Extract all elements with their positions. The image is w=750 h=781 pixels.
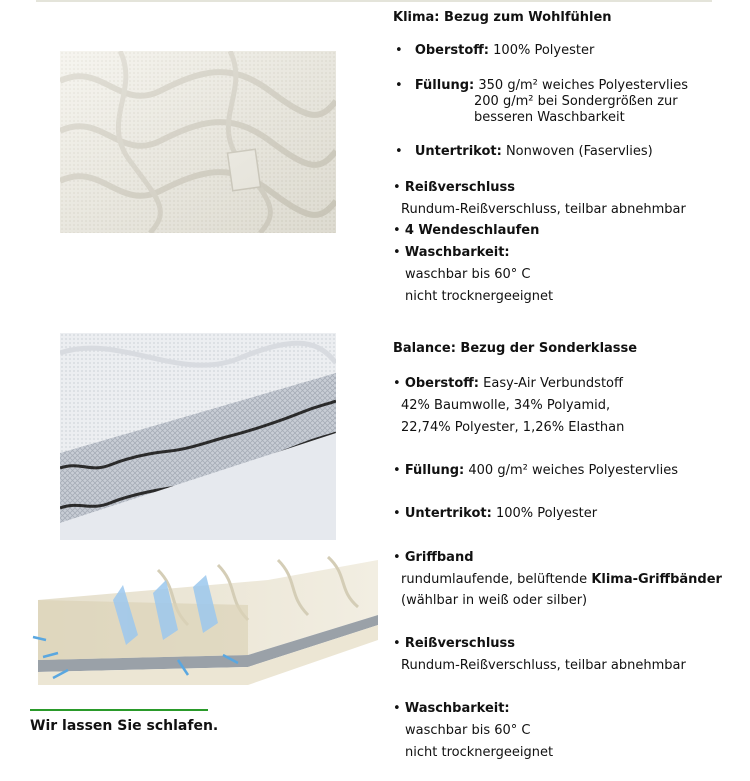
- klima-wasch: [393, 244, 510, 261]
- klima-wasch-label: Waschbarkeit:: [404, 245, 510, 260]
- bullet: •: [393, 701, 401, 716]
- balance-reiss-value: Rundum-Reißverschluss, teilbar abnehmbar: [401, 658, 686, 673]
- balance-griff-line1: [401, 571, 722, 588]
- balance-oberstoff-value: Easy-Air Verbundstoff: [483, 376, 623, 391]
- balance-griff-line1-bold: Klima-Griffbänder: [591, 572, 722, 587]
- bullet: •: [393, 245, 401, 260]
- klima-untertrikot: [395, 143, 653, 160]
- balance-fuellung: [393, 462, 678, 479]
- balance-oberstoff-line3: 22,74% Polyester, 1,26% Elasthan: [401, 420, 625, 435]
- klima-heading: Klima: Bezug zum Wohlfühlen: [393, 10, 612, 25]
- balance-reiss: [393, 635, 515, 652]
- bullet: •: [393, 376, 401, 391]
- balance-wasch-line2: nicht trocknergeeignet: [405, 745, 554, 760]
- bullet: •: [393, 550, 401, 565]
- balance-reiss-label: Reißverschluss: [404, 636, 516, 651]
- klima-untertrikot-label: Untertrikot:: [414, 144, 502, 159]
- bullet: •: [393, 463, 401, 478]
- klima-wende-label: 4 Wendeschlaufen: [404, 223, 540, 238]
- balance-fuellung-value: 400 g/m² weiches Polyestervlies: [468, 463, 679, 478]
- tagline: Wir lassen Sie schlafen.: [30, 718, 219, 734]
- klima-fuellung-line3: besseren Waschbarkeit: [474, 110, 625, 125]
- bullet: •: [393, 223, 401, 238]
- bullet: •: [395, 144, 403, 159]
- klima-wasch-line2: nicht trocknergeeignet: [405, 289, 554, 304]
- mattress-airflow-illustration: [28, 545, 384, 695]
- top-divider: [36, 0, 712, 2]
- klima-reiss-value: Rundum-Reißverschluss, teilbar abnehmbar: [401, 202, 686, 217]
- balance-untertrikot-value: 100% Polyester: [495, 506, 598, 521]
- balance-heading: Balance: Bezug der Sonderklasse: [393, 341, 638, 356]
- klima-untertrikot-value: Nonwoven (Faservlies): [505, 144, 653, 159]
- klima-cover-photo: [60, 51, 336, 233]
- klima-fuellung-line1: 350 g/m² weiches Polyestervlies: [478, 78, 689, 93]
- klima-reiss-label: Reißverschluss: [404, 180, 516, 195]
- balance-griff-line1-prefix: rundumlaufende, belüftende: [401, 572, 588, 587]
- balance-fuellung-label: Füllung:: [404, 463, 465, 478]
- balance-oberstoff-line2: 42% Baumwolle, 34% Polyamid,: [401, 398, 611, 413]
- klima-fuellung-line2: 200 g/m² bei Sondergrößen zur: [474, 94, 678, 109]
- balance-oberstoff-label: Oberstoff:: [404, 376, 480, 391]
- balance-griff-label: Griffband: [404, 550, 474, 565]
- balance-untertrikot: [393, 505, 597, 522]
- klima-oberstoff-label: Oberstoff:: [414, 43, 490, 58]
- klima-fuellung-label: Füllung:: [414, 78, 475, 93]
- klima-fuellung: [395, 77, 688, 94]
- bullet: •: [393, 180, 401, 195]
- klima-reiss: [393, 179, 515, 196]
- balance-untertrikot-label: Untertrikot:: [404, 506, 492, 521]
- klima-oberstoff: [395, 42, 594, 59]
- klima-wasch-line1: waschbar bis 60° C: [405, 267, 531, 282]
- balance-cover-photo: [60, 333, 336, 540]
- balance-wasch-label: Waschbarkeit:: [404, 701, 510, 716]
- balance-griff-line2: (wählbar in weiß oder silber): [401, 593, 588, 608]
- tagline-accent-line: [30, 709, 208, 711]
- balance-wasch-line1: waschbar bis 60° C: [405, 723, 531, 738]
- bullet: •: [395, 43, 403, 58]
- balance-wasch: [393, 700, 510, 717]
- balance-griff: [393, 549, 474, 566]
- bullet: •: [393, 506, 401, 521]
- balance-oberstoff: [393, 375, 623, 392]
- bullet: •: [393, 636, 401, 651]
- klima-oberstoff-value: 100% Polyester: [493, 43, 595, 58]
- klima-wende: [393, 222, 539, 239]
- bullet: •: [395, 78, 403, 93]
